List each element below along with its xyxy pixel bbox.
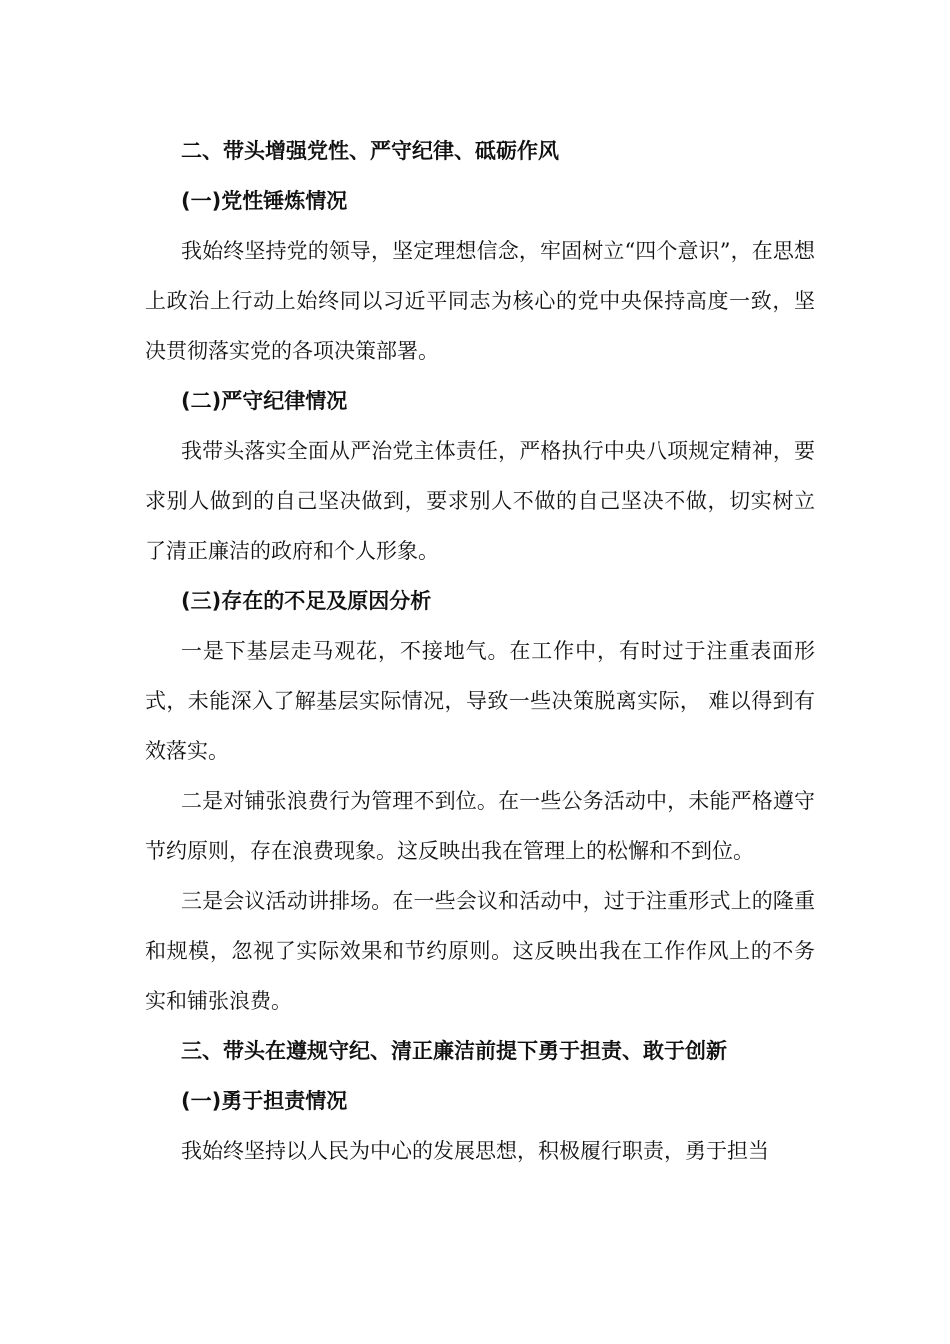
subsection-discipline-text: 我带头落实全面从严治党主体责任，严格执行中央八项规定精神，要求别人做到的自己坚决做到，要求别人不做的自己坚决不做，切实树立了清正廉洁的政府和个人形象。 xyxy=(145,439,815,563)
subsection-responsibility-title: (一)勇于担责情况 xyxy=(181,1089,348,1113)
section-3-title: 三、带头在遵规守纪、清正廉洁前提下勇于担责、敢于创新 xyxy=(181,1039,727,1063)
subsection-party-spirit-title: (一)党性锤炼情况 xyxy=(181,189,348,213)
section-2-title: 二、带头增强党性、严守纪律、砥砺作风 xyxy=(181,139,559,163)
shortcoming-paragraph-2: 二是对铺张浪费行为管理不到位。在一些公务活动中，未能严格遵守节约原则，存在浪费现象。这反映出我在管理上的松懈和不到位。 xyxy=(145,789,815,863)
shortcoming-paragraph-1: 一是下基层走马观花，不接地气。在工作中，有时过于注重表面形式，未能深入了解基层实际情况，导致一些决策脱离实际， 难以得到有效落实。 xyxy=(145,639,815,763)
subsection-discipline-title: (二)严守纪律情况 xyxy=(181,389,348,413)
subsection-shortcomings-title: (三)存在的不足及原因分析 xyxy=(181,589,432,613)
subsection-responsibility-text: 我始终坚持以人民为中心的发展思想，积极履行职责，勇于担当 xyxy=(181,1139,769,1163)
subsection-party-spirit-text: 我始终坚持党的领导，坚定理想信念，牢固树立“四个意识”，在思想上政治上行动上始终同以习近平同志为核心的党中央保持高度一致，坚决贯彻落实党的各项决策部署。 xyxy=(145,239,815,363)
shortcoming-paragraph-3: 三是会议活动讲排场。在一些会议和活动中，过于注重形式上的隆重和规模，忽视了实际效果和节约原则。这反映出我在工作作风上的不务实和铺张浪费。 xyxy=(145,889,815,1013)
document-body xyxy=(145,126,815,1176)
